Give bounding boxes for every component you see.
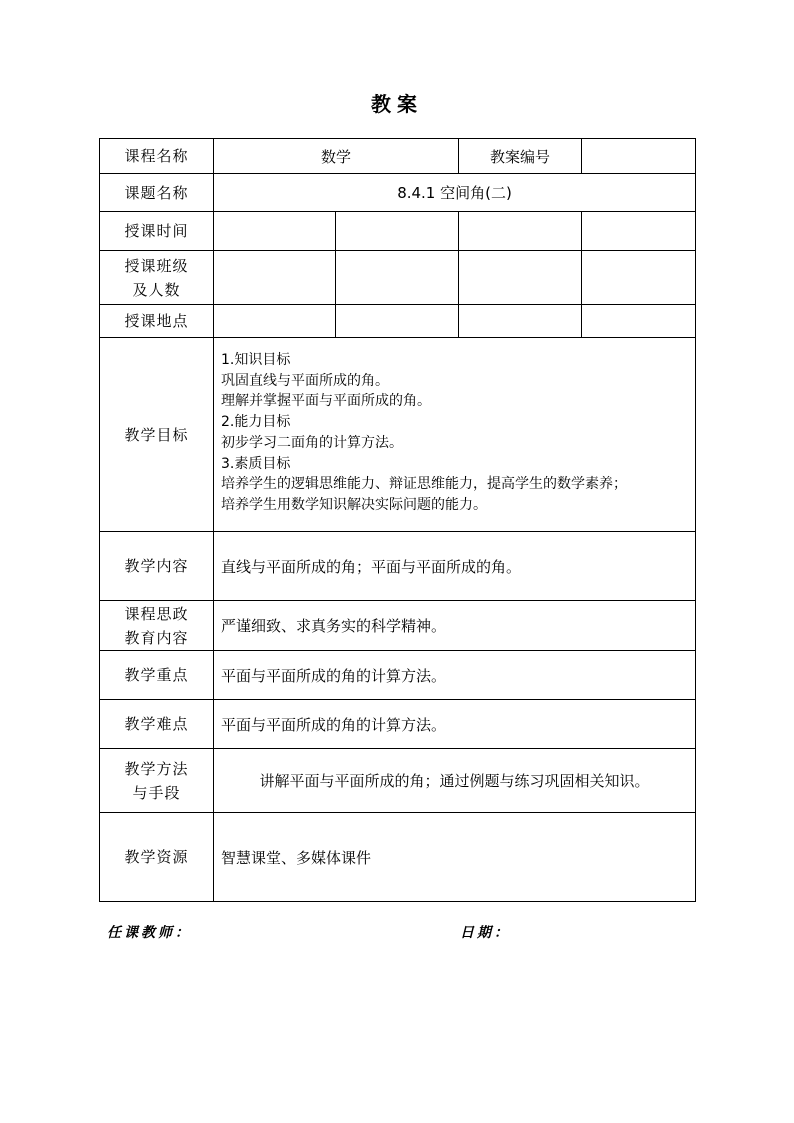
row-class-size (100, 251, 696, 305)
row-key-points (100, 651, 696, 700)
methods-label (100, 749, 214, 813)
class-size-cell-4 (582, 251, 696, 305)
location-label: 授课地点 (100, 305, 214, 338)
key-points-label: 教学重点 (100, 651, 214, 700)
topic-label: 课题名称 (100, 174, 214, 212)
ideology-value: 严谨细致、求真务实的科学精神。 (214, 601, 696, 651)
class-size-label-line1: 授课班级 (124, 256, 189, 275)
methods-label-line2: 与手段 (132, 783, 181, 802)
location-cell-3 (459, 305, 582, 338)
goal-line: 1.知识目标 (221, 352, 291, 368)
teaching-time-cell-1 (214, 212, 336, 251)
location-cell-1 (214, 305, 336, 338)
row-teaching-goals (100, 338, 696, 532)
class-size-cell-3 (459, 251, 582, 305)
teaching-goals-list (214, 350, 695, 516)
class-size-label (100, 251, 214, 305)
goal-line: 理解并掌握平面与平面所成的角。 (221, 393, 431, 410)
ideology-label-line1: 课程思政 (124, 604, 189, 623)
teaching-time-cell-3 (459, 212, 582, 251)
teaching-time-label: 授课时间 (100, 212, 214, 251)
difficulties-value: 平面与平面所成的角的计算方法。 (214, 700, 696, 749)
teaching-time-cell-2 (336, 212, 459, 251)
class-size-cell-1 (214, 251, 336, 305)
row-ideology (100, 601, 696, 651)
goal-line: 培养学生用数学知识解决实际问题的能力。 (221, 496, 487, 513)
lesson-plan-table (99, 138, 696, 902)
resources-value: 智慧课堂、多媒体课件 (214, 813, 696, 902)
ideology-label (100, 601, 214, 651)
methods-label-line1: 教学方法 (124, 759, 189, 778)
key-points-value: 平面与平面所成的角的计算方法。 (214, 651, 696, 700)
row-teaching-content (100, 532, 696, 601)
plan-number-value (582, 139, 696, 174)
row-difficulties (100, 700, 696, 749)
location-cell-4 (582, 305, 696, 338)
teaching-time-cell-4 (582, 212, 696, 251)
difficulties-label: 教学难点 (100, 700, 214, 749)
class-size-label-line2: 及人数 (132, 280, 181, 299)
course-name-value: 数学 (214, 139, 459, 174)
goal-line: 初步学习二面角的计算方法。 (221, 434, 403, 451)
teacher-signature-label: 任课教师： (107, 925, 192, 941)
row-resources (100, 813, 696, 902)
row-location (100, 305, 696, 338)
resources-label: 教学资源 (100, 813, 214, 902)
row-teaching-time (100, 212, 696, 251)
teaching-content-value: 直线与平面所成的角；平面与平面所成的角。 (214, 532, 696, 601)
teaching-goals-label: 教学目标 (100, 338, 214, 532)
teaching-content-label: 教学内容 (100, 532, 214, 601)
class-size-cell-2 (336, 251, 459, 305)
ideology-label-line2: 教育内容 (124, 628, 189, 647)
course-name-label: 课程名称 (100, 139, 214, 174)
row-course-name (100, 139, 696, 174)
teaching-goals-content (214, 338, 696, 532)
date-label: 日期： (460, 925, 511, 941)
location-cell-2 (336, 305, 459, 338)
goal-line: 培养学生的逻辑思维能力、辩证思维能力，提高学生的数学素养； (221, 476, 627, 493)
row-topic (100, 174, 696, 212)
topic-value: 8.4.1 空间角(二) (214, 174, 696, 212)
document-title: 教案 (371, 92, 423, 116)
methods-value: 讲解平面与平面所成的角；通过例题与练习巩固相关知识。 (214, 749, 696, 813)
goal-line: 2.能力目标 (221, 414, 291, 431)
goal-line: 3.素质目标 (221, 455, 291, 472)
goal-line: 巩固直线与平面所成的角。 (221, 372, 389, 389)
plan-number-label: 教案编号 (459, 139, 582, 174)
row-methods (100, 749, 696, 813)
